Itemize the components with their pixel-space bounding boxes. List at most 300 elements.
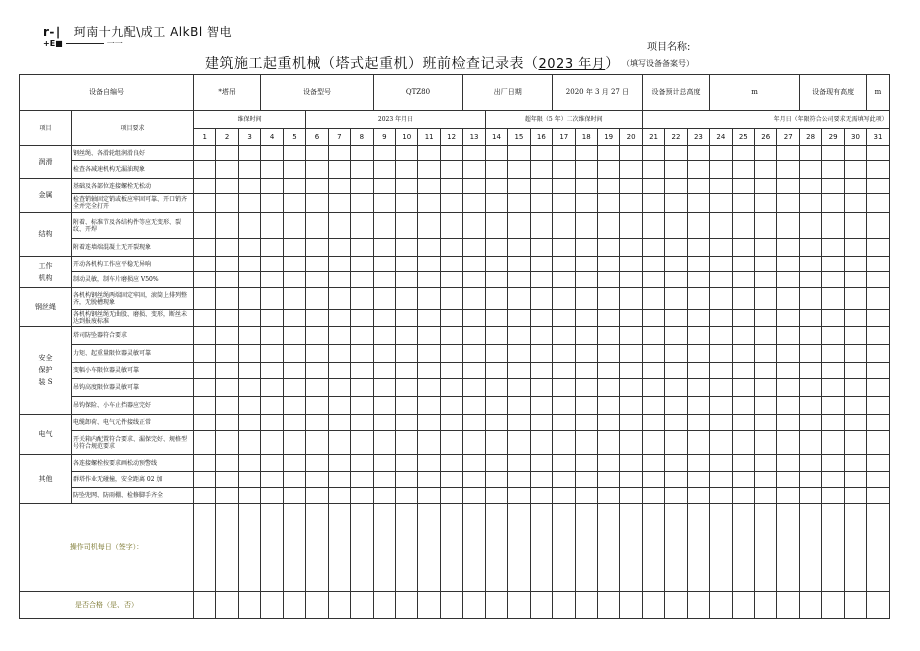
day-check-cell[interactable] — [665, 472, 687, 488]
day-check-cell[interactable] — [530, 146, 552, 161]
day-check-cell[interactable] — [463, 431, 485, 455]
day-check-cell[interactable] — [755, 239, 777, 257]
day-check-cell[interactable] — [642, 288, 664, 310]
day-check-cell[interactable] — [194, 327, 216, 345]
day-check-cell[interactable] — [642, 455, 664, 472]
day-check-cell[interactable] — [306, 194, 328, 213]
day-check-cell[interactable] — [216, 363, 238, 379]
footer-day-cell[interactable] — [351, 504, 374, 592]
day-check-cell[interactable] — [373, 431, 395, 455]
day-check-cell[interactable] — [597, 379, 619, 397]
day-check-cell[interactable] — [553, 472, 575, 488]
day-check-cell[interactable] — [755, 288, 777, 310]
day-check-cell[interactable] — [238, 194, 260, 213]
day-check-cell[interactable] — [508, 345, 530, 363]
day-check-cell[interactable] — [620, 488, 642, 504]
day-check-cell[interactable] — [238, 161, 260, 179]
day-check-cell[interactable] — [822, 345, 844, 363]
day-check-cell[interactable] — [867, 397, 889, 415]
day-check-cell[interactable] — [238, 488, 260, 504]
footer-day-cell[interactable] — [373, 504, 395, 592]
day-check-cell[interactable] — [597, 363, 619, 379]
day-check-cell[interactable] — [373, 472, 395, 488]
day-check-cell[interactable] — [306, 288, 328, 310]
day-check-cell[interactable] — [530, 431, 552, 455]
day-check-cell[interactable] — [306, 397, 328, 415]
day-check-cell[interactable] — [732, 431, 754, 455]
day-check-cell[interactable] — [396, 239, 418, 257]
day-check-cell[interactable] — [306, 345, 328, 363]
footer-day-cell[interactable] — [822, 504, 844, 592]
day-check-cell[interactable] — [665, 288, 687, 310]
day-check-cell[interactable] — [867, 310, 889, 327]
day-check-cell[interactable] — [687, 272, 709, 288]
day-check-cell[interactable] — [396, 455, 418, 472]
day-check-cell[interactable] — [732, 213, 754, 239]
day-check-cell[interactable] — [463, 345, 485, 363]
day-check-cell[interactable] — [261, 327, 283, 345]
day-check-cell[interactable] — [351, 345, 374, 363]
day-check-cell[interactable] — [418, 363, 440, 379]
footer-day-cell[interactable] — [508, 592, 530, 619]
footer-day-cell[interactable] — [530, 504, 552, 592]
day-check-cell[interactable] — [283, 488, 305, 504]
day-check-cell[interactable] — [351, 194, 374, 213]
day-check-cell[interactable] — [710, 455, 732, 472]
day-check-cell[interactable] — [261, 194, 283, 213]
footer-day-cell[interactable] — [328, 592, 350, 619]
day-check-cell[interactable] — [822, 310, 844, 327]
day-check-cell[interactable] — [216, 213, 238, 239]
day-check-cell[interactable] — [373, 415, 395, 431]
day-check-cell[interactable] — [396, 161, 418, 179]
day-check-cell[interactable] — [620, 179, 642, 194]
footer-day-cell[interactable] — [418, 592, 440, 619]
day-check-cell[interactable] — [597, 179, 619, 194]
day-check-cell[interactable] — [710, 345, 732, 363]
day-check-cell[interactable] — [306, 239, 328, 257]
day-check-cell[interactable] — [553, 310, 575, 327]
day-check-cell[interactable] — [418, 379, 440, 397]
day-check-cell[interactable] — [867, 415, 889, 431]
day-check-cell[interactable] — [575, 239, 597, 257]
day-check-cell[interactable] — [553, 213, 575, 239]
day-check-cell[interactable] — [575, 161, 597, 179]
day-check-cell[interactable] — [328, 327, 350, 345]
day-check-cell[interactable] — [373, 488, 395, 504]
footer-day-cell[interactable] — [755, 592, 777, 619]
day-check-cell[interactable] — [597, 194, 619, 213]
day-check-cell[interactable] — [755, 213, 777, 239]
day-check-cell[interactable] — [306, 472, 328, 488]
day-check-cell[interactable] — [508, 310, 530, 327]
day-check-cell[interactable] — [665, 146, 687, 161]
day-check-cell[interactable] — [597, 257, 619, 272]
day-check-cell[interactable] — [261, 345, 283, 363]
day-check-cell[interactable] — [553, 179, 575, 194]
day-check-cell[interactable] — [261, 455, 283, 472]
day-check-cell[interactable] — [687, 310, 709, 327]
day-check-cell[interactable] — [351, 288, 374, 310]
footer-day-cell[interactable] — [328, 504, 350, 592]
day-check-cell[interactable] — [777, 431, 799, 455]
day-check-cell[interactable] — [665, 345, 687, 363]
day-check-cell[interactable] — [687, 161, 709, 179]
day-check-cell[interactable] — [530, 179, 552, 194]
day-check-cell[interactable] — [194, 179, 216, 194]
day-check-cell[interactable] — [642, 345, 664, 363]
day-check-cell[interactable] — [755, 379, 777, 397]
day-check-cell[interactable] — [485, 194, 507, 213]
day-check-cell[interactable] — [732, 327, 754, 345]
day-check-cell[interactable] — [440, 272, 462, 288]
day-check-cell[interactable] — [710, 363, 732, 379]
day-check-cell[interactable] — [665, 257, 687, 272]
day-check-cell[interactable] — [306, 272, 328, 288]
day-check-cell[interactable] — [351, 146, 374, 161]
day-check-cell[interactable] — [822, 194, 844, 213]
day-check-cell[interactable] — [351, 310, 374, 327]
day-check-cell[interactable] — [867, 257, 889, 272]
day-check-cell[interactable] — [530, 272, 552, 288]
day-check-cell[interactable] — [732, 239, 754, 257]
day-check-cell[interactable] — [216, 488, 238, 504]
day-check-cell[interactable] — [799, 379, 821, 397]
day-check-cell[interactable] — [553, 345, 575, 363]
day-check-cell[interactable] — [687, 179, 709, 194]
day-check-cell[interactable] — [485, 415, 507, 431]
footer-day-cell[interactable] — [597, 592, 619, 619]
day-check-cell[interactable] — [777, 257, 799, 272]
day-check-cell[interactable] — [710, 327, 732, 345]
day-check-cell[interactable] — [844, 239, 866, 257]
day-check-cell[interactable] — [238, 179, 260, 194]
day-check-cell[interactable] — [283, 310, 305, 327]
day-check-cell[interactable] — [867, 363, 889, 379]
day-check-cell[interactable] — [687, 379, 709, 397]
day-check-cell[interactable] — [732, 472, 754, 488]
day-check-cell[interactable] — [575, 363, 597, 379]
day-check-cell[interactable] — [373, 363, 395, 379]
day-check-cell[interactable] — [328, 363, 350, 379]
day-check-cell[interactable] — [620, 472, 642, 488]
day-check-cell[interactable] — [194, 345, 216, 363]
day-check-cell[interactable] — [755, 431, 777, 455]
day-check-cell[interactable] — [194, 257, 216, 272]
day-check-cell[interactable] — [710, 179, 732, 194]
day-check-cell[interactable] — [642, 488, 664, 504]
day-check-cell[interactable] — [799, 455, 821, 472]
day-check-cell[interactable] — [418, 272, 440, 288]
day-check-cell[interactable] — [575, 397, 597, 415]
day-check-cell[interactable] — [687, 488, 709, 504]
day-check-cell[interactable] — [463, 455, 485, 472]
day-check-cell[interactable] — [732, 257, 754, 272]
day-check-cell[interactable] — [844, 488, 866, 504]
day-check-cell[interactable] — [306, 257, 328, 272]
day-check-cell[interactable] — [306, 310, 328, 327]
day-check-cell[interactable] — [261, 213, 283, 239]
day-check-cell[interactable] — [687, 455, 709, 472]
day-check-cell[interactable] — [665, 194, 687, 213]
day-check-cell[interactable] — [732, 415, 754, 431]
day-check-cell[interactable] — [777, 272, 799, 288]
day-check-cell[interactable] — [440, 310, 462, 327]
day-check-cell[interactable] — [485, 310, 507, 327]
day-check-cell[interactable] — [261, 397, 283, 415]
day-check-cell[interactable] — [463, 415, 485, 431]
day-check-cell[interactable] — [822, 161, 844, 179]
day-check-cell[interactable] — [216, 161, 238, 179]
day-check-cell[interactable] — [597, 272, 619, 288]
day-check-cell[interactable] — [620, 397, 642, 415]
day-check-cell[interactable] — [485, 472, 507, 488]
day-check-cell[interactable] — [216, 379, 238, 397]
day-check-cell[interactable] — [530, 379, 552, 397]
day-check-cell[interactable] — [283, 179, 305, 194]
day-check-cell[interactable] — [463, 379, 485, 397]
day-check-cell[interactable] — [328, 472, 350, 488]
day-check-cell[interactable] — [440, 213, 462, 239]
day-check-cell[interactable] — [597, 310, 619, 327]
day-check-cell[interactable] — [732, 363, 754, 379]
day-check-cell[interactable] — [396, 415, 418, 431]
day-check-cell[interactable] — [463, 161, 485, 179]
day-check-cell[interactable] — [777, 194, 799, 213]
day-check-cell[interactable] — [238, 146, 260, 161]
day-check-cell[interactable] — [530, 310, 552, 327]
day-check-cell[interactable] — [194, 379, 216, 397]
day-check-cell[interactable] — [777, 213, 799, 239]
day-check-cell[interactable] — [396, 288, 418, 310]
day-check-cell[interactable] — [440, 146, 462, 161]
day-check-cell[interactable] — [485, 161, 507, 179]
day-check-cell[interactable] — [261, 472, 283, 488]
day-check-cell[interactable] — [822, 288, 844, 310]
day-check-cell[interactable] — [620, 213, 642, 239]
day-check-cell[interactable] — [351, 488, 374, 504]
day-check-cell[interactable] — [755, 415, 777, 431]
day-check-cell[interactable] — [822, 239, 844, 257]
day-check-cell[interactable] — [642, 431, 664, 455]
day-check-cell[interactable] — [396, 431, 418, 455]
day-check-cell[interactable] — [261, 488, 283, 504]
day-check-cell[interactable] — [642, 363, 664, 379]
day-check-cell[interactable] — [396, 472, 418, 488]
day-check-cell[interactable] — [575, 257, 597, 272]
day-check-cell[interactable] — [238, 257, 260, 272]
day-check-cell[interactable] — [575, 179, 597, 194]
day-check-cell[interactable] — [620, 239, 642, 257]
day-check-cell[interactable] — [440, 415, 462, 431]
day-check-cell[interactable] — [867, 455, 889, 472]
footer-day-cell[interactable] — [463, 504, 485, 592]
day-check-cell[interactable] — [687, 257, 709, 272]
footer-day-cell[interactable] — [194, 592, 216, 619]
day-check-cell[interactable] — [799, 345, 821, 363]
day-check-cell[interactable] — [485, 213, 507, 239]
day-check-cell[interactable] — [755, 310, 777, 327]
day-check-cell[interactable] — [867, 345, 889, 363]
day-check-cell[interactable] — [553, 257, 575, 272]
day-check-cell[interactable] — [351, 161, 374, 179]
day-check-cell[interactable] — [799, 213, 821, 239]
day-check-cell[interactable] — [553, 488, 575, 504]
day-check-cell[interactable] — [440, 345, 462, 363]
day-check-cell[interactable] — [710, 239, 732, 257]
day-check-cell[interactable] — [238, 472, 260, 488]
footer-day-cell[interactable] — [665, 592, 687, 619]
day-check-cell[interactable] — [620, 345, 642, 363]
day-check-cell[interactable] — [687, 431, 709, 455]
day-check-cell[interactable] — [238, 213, 260, 239]
day-check-cell[interactable] — [485, 327, 507, 345]
day-check-cell[interactable] — [283, 327, 305, 345]
day-check-cell[interactable] — [351, 272, 374, 288]
day-check-cell[interactable] — [261, 239, 283, 257]
day-check-cell[interactable] — [373, 146, 395, 161]
day-check-cell[interactable] — [351, 239, 374, 257]
day-check-cell[interactable] — [418, 146, 440, 161]
day-check-cell[interactable] — [328, 161, 350, 179]
day-check-cell[interactable] — [755, 327, 777, 345]
day-check-cell[interactable] — [687, 239, 709, 257]
day-check-cell[interactable] — [777, 179, 799, 194]
day-check-cell[interactable] — [822, 146, 844, 161]
day-check-cell[interactable] — [238, 239, 260, 257]
day-check-cell[interactable] — [306, 488, 328, 504]
day-check-cell[interactable] — [822, 397, 844, 415]
day-check-cell[interactable] — [553, 363, 575, 379]
day-check-cell[interactable] — [777, 239, 799, 257]
day-check-cell[interactable] — [553, 146, 575, 161]
day-check-cell[interactable] — [844, 272, 866, 288]
day-check-cell[interactable] — [463, 327, 485, 345]
footer-day-cell[interactable] — [216, 592, 238, 619]
day-check-cell[interactable] — [755, 345, 777, 363]
day-check-cell[interactable] — [328, 179, 350, 194]
day-check-cell[interactable] — [732, 455, 754, 472]
footer-day-cell[interactable] — [642, 504, 664, 592]
day-check-cell[interactable] — [216, 239, 238, 257]
day-check-cell[interactable] — [530, 488, 552, 504]
day-check-cell[interactable] — [508, 194, 530, 213]
day-check-cell[interactable] — [508, 161, 530, 179]
day-check-cell[interactable] — [755, 146, 777, 161]
day-check-cell[interactable] — [642, 272, 664, 288]
footer-day-cell[interactable] — [777, 504, 799, 592]
day-check-cell[interactable] — [822, 179, 844, 194]
day-check-cell[interactable] — [665, 379, 687, 397]
day-check-cell[interactable] — [799, 310, 821, 327]
day-check-cell[interactable] — [867, 179, 889, 194]
day-check-cell[interactable] — [485, 455, 507, 472]
day-check-cell[interactable] — [508, 257, 530, 272]
day-check-cell[interactable] — [530, 363, 552, 379]
day-check-cell[interactable] — [687, 397, 709, 415]
day-check-cell[interactable] — [328, 379, 350, 397]
day-check-cell[interactable] — [597, 415, 619, 431]
day-check-cell[interactable] — [799, 146, 821, 161]
day-check-cell[interactable] — [844, 472, 866, 488]
day-check-cell[interactable] — [485, 397, 507, 415]
day-check-cell[interactable] — [283, 213, 305, 239]
day-check-cell[interactable] — [440, 397, 462, 415]
day-check-cell[interactable] — [418, 310, 440, 327]
day-check-cell[interactable] — [867, 327, 889, 345]
day-check-cell[interactable] — [844, 431, 866, 455]
day-check-cell[interactable] — [799, 161, 821, 179]
day-check-cell[interactable] — [777, 345, 799, 363]
day-check-cell[interactable] — [844, 345, 866, 363]
day-check-cell[interactable] — [732, 194, 754, 213]
day-check-cell[interactable] — [306, 179, 328, 194]
day-check-cell[interactable] — [261, 288, 283, 310]
day-check-cell[interactable] — [799, 272, 821, 288]
day-check-cell[interactable] — [867, 472, 889, 488]
day-check-cell[interactable] — [328, 257, 350, 272]
day-check-cell[interactable] — [440, 257, 462, 272]
day-check-cell[interactable] — [597, 146, 619, 161]
footer-day-cell[interactable] — [306, 592, 328, 619]
day-check-cell[interactable] — [530, 161, 552, 179]
day-check-cell[interactable] — [799, 194, 821, 213]
day-check-cell[interactable] — [777, 397, 799, 415]
day-check-cell[interactable] — [306, 455, 328, 472]
footer-day-cell[interactable] — [306, 504, 328, 592]
day-check-cell[interactable] — [440, 472, 462, 488]
day-check-cell[interactable] — [373, 257, 395, 272]
day-check-cell[interactable] — [822, 379, 844, 397]
day-check-cell[interactable] — [867, 288, 889, 310]
day-check-cell[interactable] — [755, 272, 777, 288]
day-check-cell[interactable] — [620, 161, 642, 179]
day-check-cell[interactable] — [238, 363, 260, 379]
day-check-cell[interactable] — [351, 363, 374, 379]
day-check-cell[interactable] — [194, 194, 216, 213]
day-check-cell[interactable] — [822, 488, 844, 504]
day-check-cell[interactable] — [194, 431, 216, 455]
day-check-cell[interactable] — [328, 310, 350, 327]
day-check-cell[interactable] — [440, 179, 462, 194]
day-check-cell[interactable] — [418, 345, 440, 363]
day-check-cell[interactable] — [351, 327, 374, 345]
footer-day-cell[interactable] — [553, 592, 575, 619]
footer-day-cell[interactable] — [440, 504, 462, 592]
day-check-cell[interactable] — [597, 397, 619, 415]
day-check-cell[interactable] — [373, 272, 395, 288]
day-check-cell[interactable] — [508, 179, 530, 194]
day-check-cell[interactable] — [261, 431, 283, 455]
day-check-cell[interactable] — [396, 257, 418, 272]
day-check-cell[interactable] — [463, 310, 485, 327]
day-check-cell[interactable] — [620, 257, 642, 272]
day-check-cell[interactable] — [216, 397, 238, 415]
day-check-cell[interactable] — [306, 213, 328, 239]
day-check-cell[interactable] — [597, 239, 619, 257]
day-check-cell[interactable] — [283, 363, 305, 379]
day-check-cell[interactable] — [508, 488, 530, 504]
day-check-cell[interactable] — [553, 239, 575, 257]
day-check-cell[interactable] — [799, 179, 821, 194]
day-check-cell[interactable] — [777, 310, 799, 327]
day-check-cell[interactable] — [755, 363, 777, 379]
day-check-cell[interactable] — [642, 472, 664, 488]
day-check-cell[interactable] — [440, 161, 462, 179]
day-check-cell[interactable] — [530, 455, 552, 472]
day-check-cell[interactable] — [530, 345, 552, 363]
day-check-cell[interactable] — [194, 397, 216, 415]
